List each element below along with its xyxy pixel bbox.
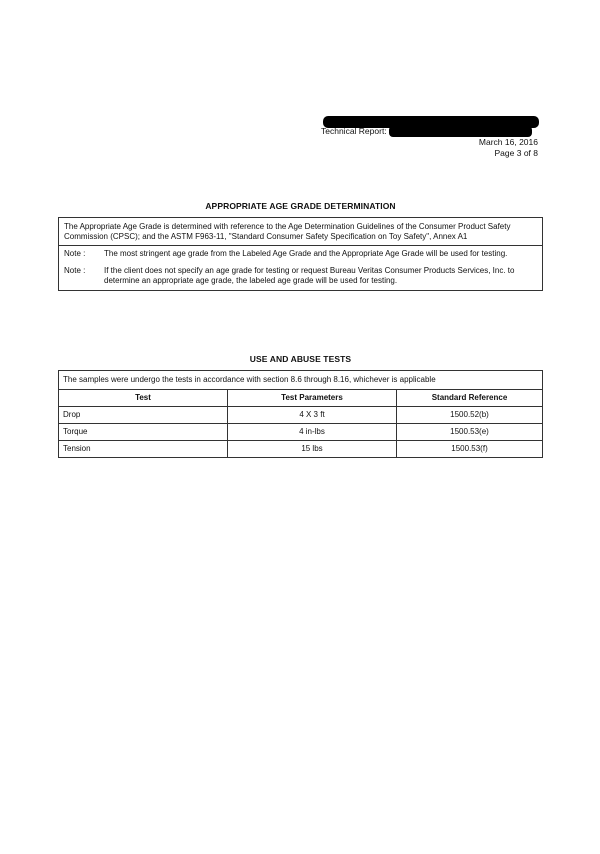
note-label: Note :	[64, 249, 86, 258]
note-label: Note :	[64, 266, 86, 275]
test-name: Torque	[59, 424, 228, 441]
test-parameter: 15 lbs	[228, 441, 397, 458]
test-parameter: 4 X 3 ft	[228, 407, 397, 424]
table-row	[59, 407, 543, 424]
note-row-1	[59, 246, 542, 260]
table-caption: The samples were undergo the tests in accordance with section 8.6 through 8.16, whichever is applicable	[59, 371, 543, 390]
age-grade-title: APPROPRIATE AGE GRADE DETERMINATION	[205, 201, 396, 211]
table-row	[59, 441, 543, 458]
use-abuse-table	[58, 370, 543, 458]
note-text: If the client does not specify an age grade for testing or request Bureau Veritas Consumer Products Services, Inc. to determine an appropriate age grade, the labeled age grade will be used for testing.	[104, 266, 515, 285]
use-abuse-title: USE AND ABUSE TESTS	[249, 354, 352, 364]
redacted-report-number	[389, 126, 532, 137]
report-date: March 16, 2016	[478, 137, 538, 147]
column-header-parameters: Test Parameters	[228, 390, 397, 407]
caption-row	[59, 371, 543, 390]
report-header	[278, 126, 538, 158]
header-row	[59, 390, 543, 407]
standard-reference: 1500.53(f)	[397, 441, 543, 458]
page-number: Page 3 of 8	[494, 147, 538, 158]
test-name: Tension	[59, 441, 228, 458]
note-text: The most stringent age grade from the Labeled Age Grade and the Appropriate Age Grade will be used for testing.	[104, 249, 508, 258]
age-grade-intro: The Appropriate Age Grade is determined with reference to the Age Determination Guidelines of the Consumer Product Safety Commission (CPSC); and the ASTM F963-11, "Standard Consumer Safety Specification on Toy Safety", Annex A1	[59, 218, 542, 246]
report-number-line	[321, 126, 538, 137]
note-row-2	[59, 260, 542, 290]
column-header-test: Test	[59, 390, 228, 407]
column-header-reference: Standard Reference	[397, 390, 543, 407]
test-parameter: 4 in-lbs	[228, 424, 397, 441]
table-row	[59, 424, 543, 441]
report-label: Technical Report:	[321, 126, 387, 137]
age-grade-box	[58, 217, 543, 291]
standard-reference: 1500.53(e)	[397, 424, 543, 441]
test-name: Drop	[59, 407, 228, 424]
standard-reference: 1500.52(b)	[397, 407, 543, 424]
